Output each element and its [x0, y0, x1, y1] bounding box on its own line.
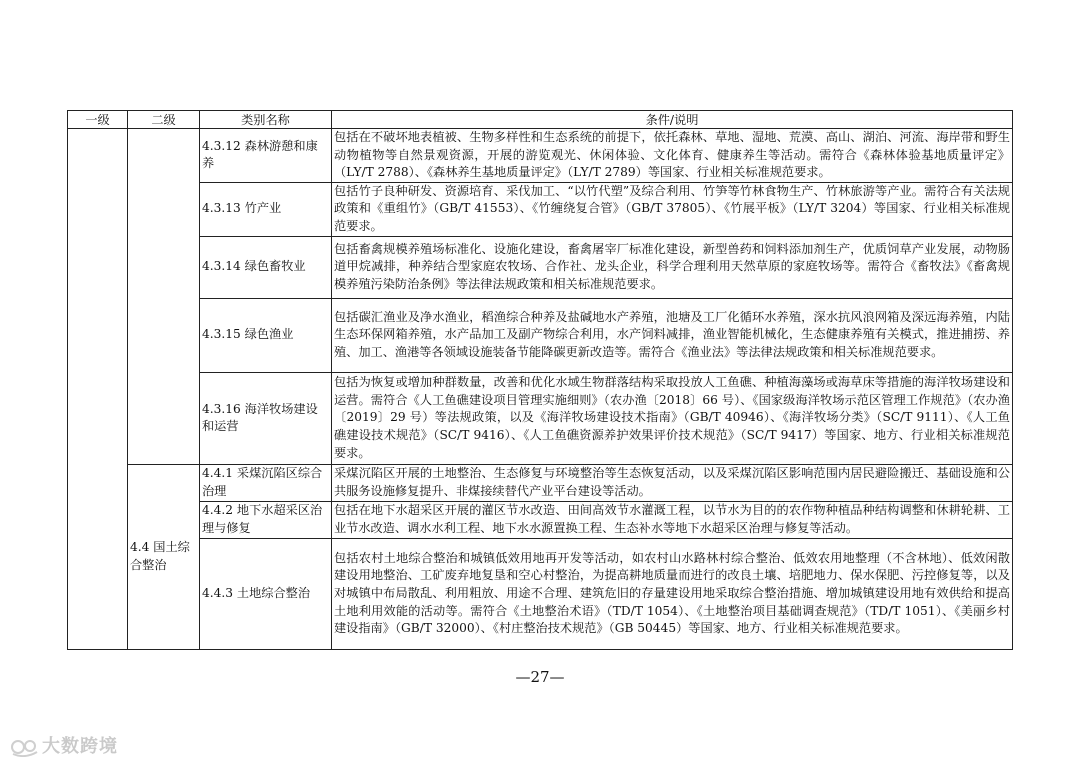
watermark-logo-icon — [10, 737, 40, 757]
category-name: 4.3.16 海洋牧场建设和运营 — [200, 372, 332, 464]
table-row — [68, 372, 1013, 464]
table-row — [68, 464, 1013, 501]
header-row — [68, 111, 1013, 129]
table-row — [68, 129, 1013, 183]
table-row — [68, 501, 1013, 538]
page-number: —27— — [515, 668, 565, 686]
category-name: 4.3.12 森林游憩和康养 — [200, 129, 332, 183]
category-name: 4.4.1 采煤沉陷区综合治理 — [200, 464, 332, 501]
category-name: 4.4.3 土地综合整治 — [200, 538, 332, 649]
table-row — [68, 538, 1013, 649]
table-row — [68, 182, 1013, 236]
header-level1: 一级 — [68, 111, 128, 129]
level2-cell: 4.4 国土综合整治 — [128, 464, 200, 649]
category-description: 包括在不破坏地表植被、生物多样性和生态系统的前提下，依托森林、草地、湿地、荒漠、高山、湖泊、河流、海岸带和野生动物植物等自然景观资源，开展的游览观光、休闲体验、文化体育、健康养生等活动。需符合《森林体验基地质量评定》（LY/T 2788）、《森林养生基地质量评定》（LY/T 2789）等国家、行业相关标准规范要求。 — [332, 129, 1013, 183]
category-name: 4.3.15 绿色渔业 — [200, 298, 332, 372]
category-description: 包括碳汇渔业及净水渔业，稻渔综合种养及盐碱地水产养殖，池塘及工厂化循环水养殖，深水抗风浪网箱及深远海养殖，内陆生态环保网箱养殖，水产品加工及副产物综合利用，水产饲料减排，渔业智能机械化，生态健康养殖有关模式，推进捕捞、养殖、加工、渔港等各领域设施装备节能降碳更新改造等。需符合《渔业法》等法律法规政策和相关标准规范要求。 — [332, 298, 1013, 372]
category-name: 4.3.13 竹产业 — [200, 182, 332, 236]
table-row — [68, 236, 1013, 298]
level2-cell-empty — [128, 129, 200, 465]
category-description: 采煤沉陷区开展的土地整治、生态修复与环境整治等生态恢复活动，以及采煤沉陷区影响范围内居民避险搬迁、基础设施和公共服务设施修复提升、非煤接续替代产业平台建设等活动。 — [332, 464, 1013, 501]
watermark-text: 大数跨境 — [42, 736, 118, 757]
category-description: 包括在地下水超采区开展的灌区节水改造、田间高效节水灌溉工程，以节水为目的的农作物种植品种结构调整和休耕轮耕、工业节水改造、调水水利工程、地下水水源置换工程、生态补水等地下水超采区治理与修复等活动。 — [332, 501, 1013, 538]
category-description: 包括畜禽规模养殖场标准化、设施化建设，畜禽屠宰厂标准化建设，新型兽药和饲料添加剂生产，优质饲草产业发展，动物肠道甲烷减排，种养结合型家庭农牧场、合作社、龙头企业，科学合理利用天然草原的家庭牧场等。需符合《畜牧法》《畜禽规模养殖污染防治条例》等法律法规政策和相关标准规范要求。 — [332, 236, 1013, 298]
category-name: 4.3.14 绿色畜牧业 — [200, 236, 332, 298]
category-description: 包括农村土地综合整治和城镇低效用地再开发等活动，如农村山水路林村综合整治、低效农用地整理（不含林地）、低效闲散建设用地整治、工矿废弃地复垦和空心村整治，为提高耕地质量而进行的改良土壤、培肥地力、保水保肥、污控修复等，以及对城镇中布局散乱、利用粗放、用途不合理、建筑危旧的存量建设用地采取综合整治措施、增加城镇建设用地有效供给和提高土地利用效能的活动等。需符合《土地整治术语》（TD/T 1054）、《土地整治项目基础调查规范》（TD/T 1051）、《美丽乡村建设指南》（GB/T 32000）、《村庄整治技术规范》（GB 50445）等国家、地方、行业相关标准规范要求。 — [332, 538, 1013, 649]
watermark — [10, 732, 118, 758]
header-description: 条件/说明 — [332, 111, 1013, 129]
category-description: 包括为恢复或增加种群数量，改善和优化水域生物群落结构采取投放人工鱼礁、种植海藻场或海草床等措施的海洋牧场建设和运营。需符合《人工鱼礁建设项目管理实施细则》（农办渔〔2018〕66 号）、《国家级海洋牧场示范区管理工作规范》（农办渔〔2019〕29 号）等法规政策，以及《海洋牧场建设技术指南》（GB/T 40946）、《海洋牧场分类》（SC/T 9111）、《人工鱼礁建设技术规范》（SC/T 9416）、《人工鱼礁资源养护效果评价技术规范》（SC/T 9417）等国家、地方、行业相关标准规范要求。 — [332, 372, 1013, 464]
category-name: 4.4.2 地下水超采区治理与修复 — [200, 501, 332, 538]
classification-table — [67, 110, 1013, 650]
level1-cell — [68, 129, 128, 650]
header-level2: 二级 — [128, 111, 200, 129]
table-row — [68, 298, 1013, 372]
header-category: 类别名称 — [200, 111, 332, 129]
category-description: 包括竹子良种研发、资源培育、采伐加工、“以竹代塑”及综合利用、竹笋等竹林食物生产、竹林旅游等产业。需符合有关法规政策和《重组竹》（GB/T 41553）、《竹缠绕复合管》（GB/T 37805）、《竹展平板》（LY/T 3204）等国家、行业相关标准规范要求。 — [332, 182, 1013, 236]
